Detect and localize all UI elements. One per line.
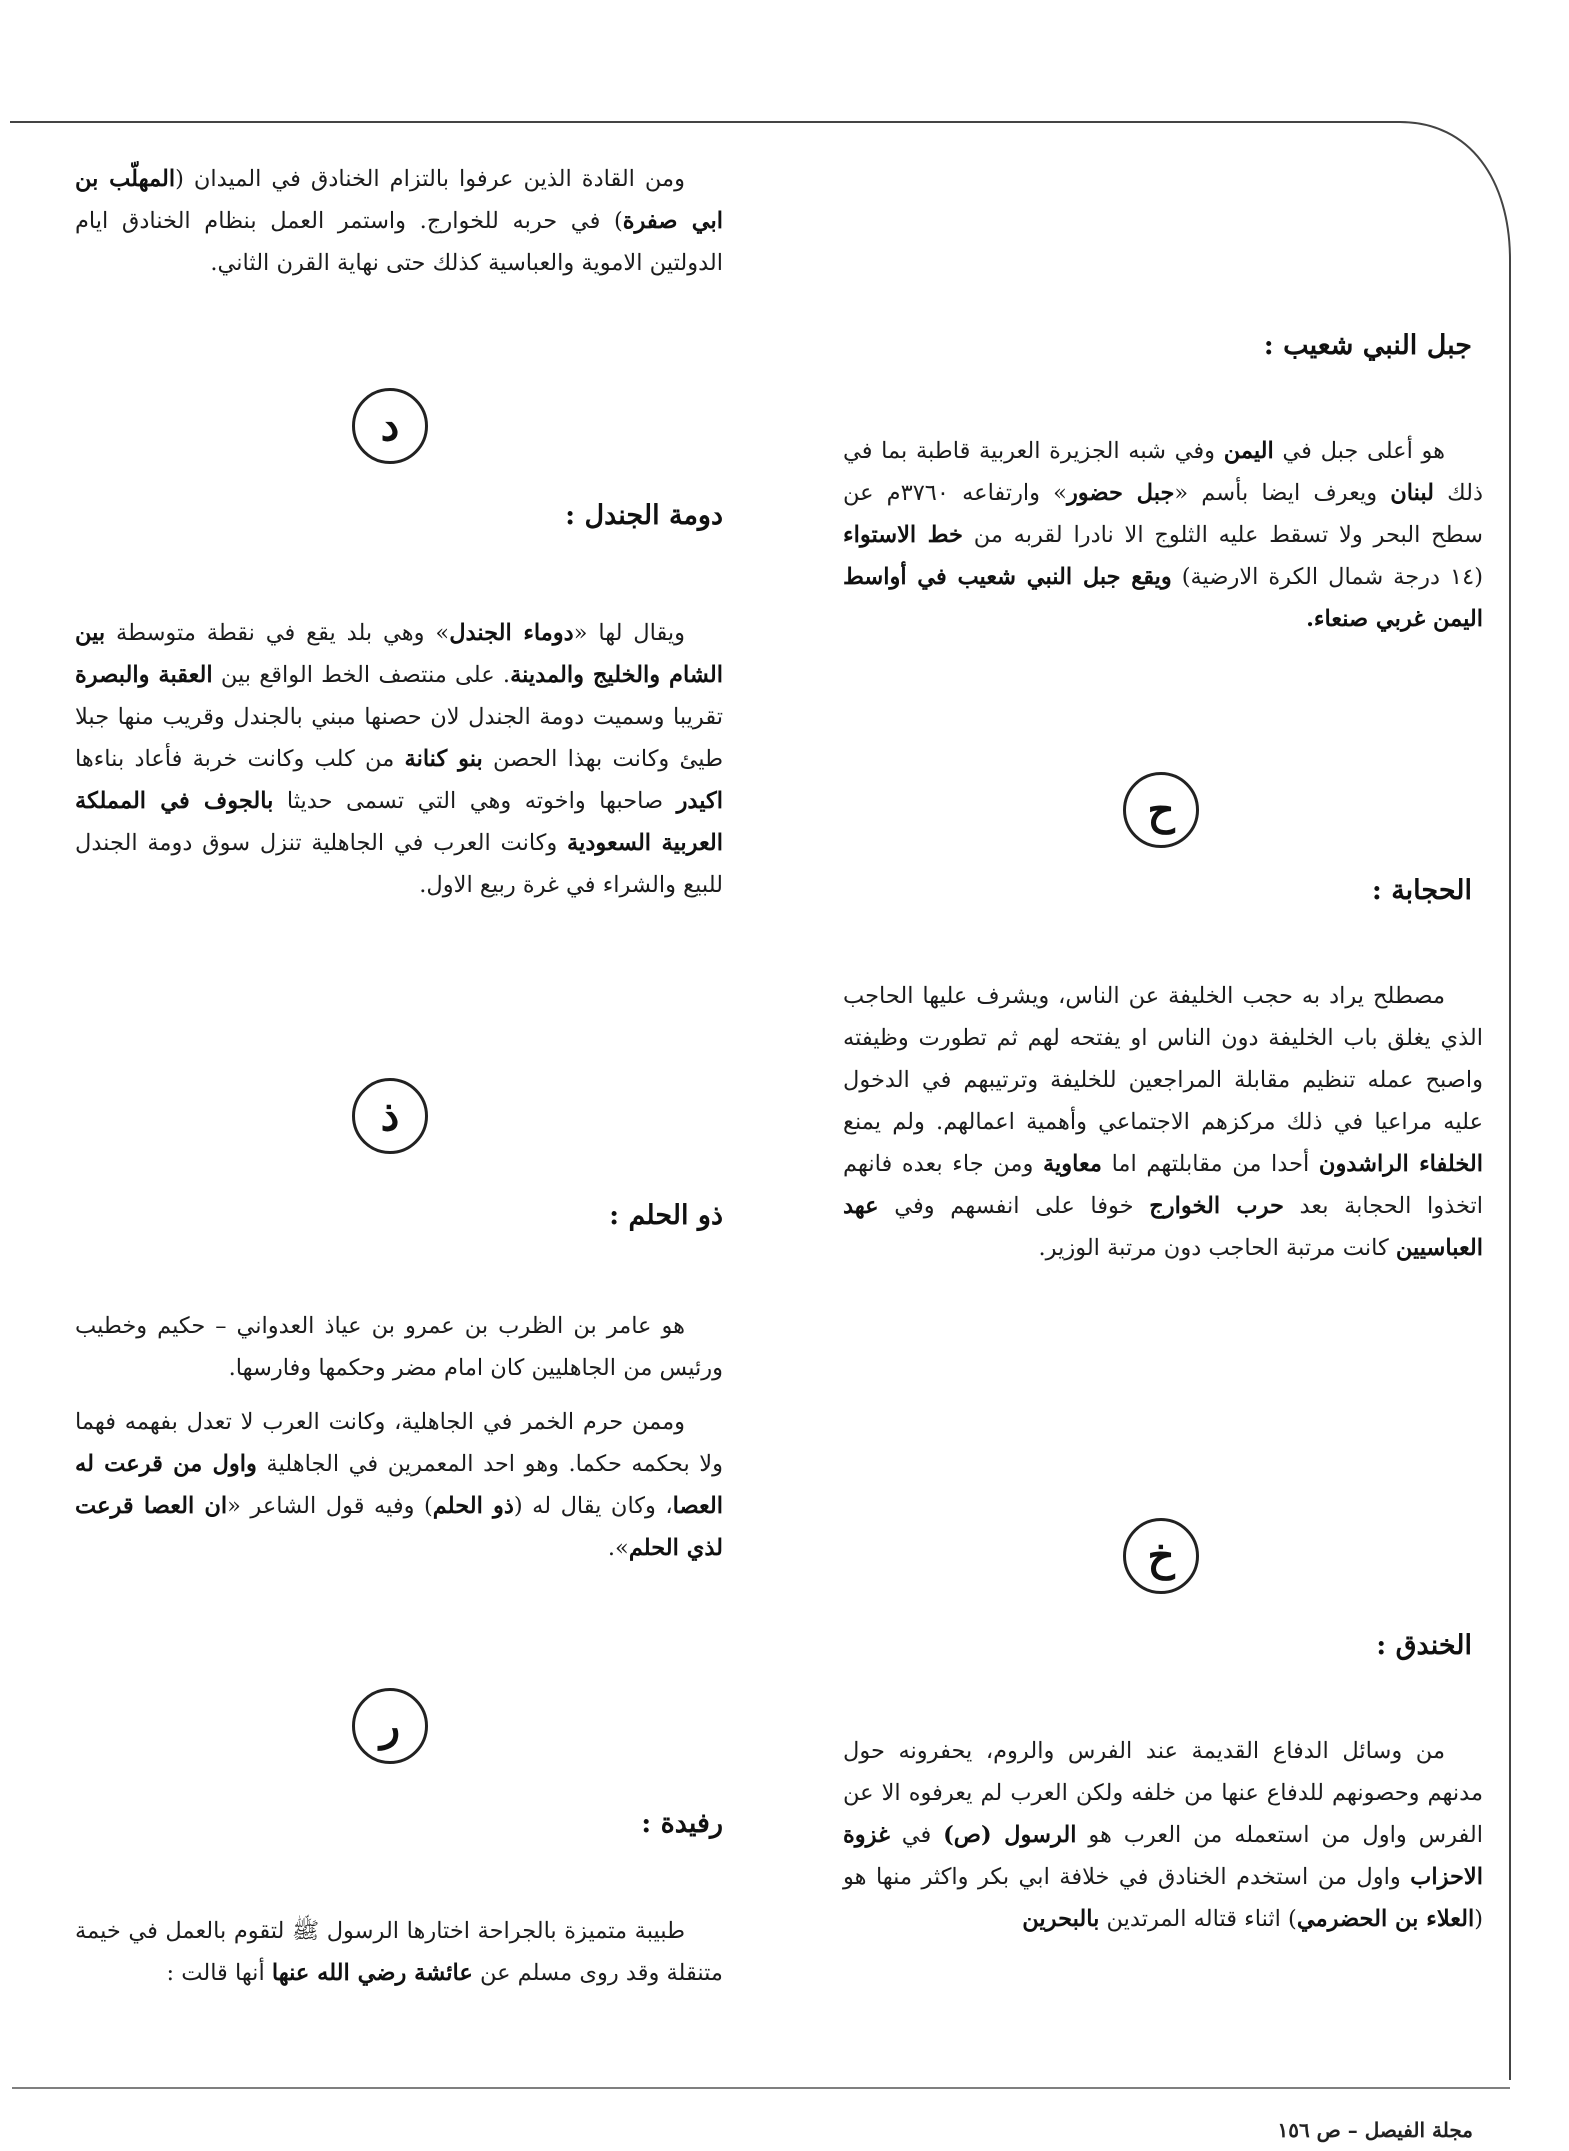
letter-text: د (380, 401, 400, 450)
paragraph-khandaq: من وسائل الدفاع القديمة عند الفرس والروم، يحفرونه حول مدنهم وحصونهم للدفاع عنها من خلفه ولكن العرب لم يعرفوه الا عن الفرس واول من استعمله من العرب هو الرسول (ص) في غزوة الاحزاب واول من استخدم الخنادق في خلافة ابي بكر واكثر منها هو (العلاء بن الحضرمي) اثناء قتاله المرتدين بالبحرين (843, 1738, 1484, 1932)
letter-text: ر (379, 1701, 401, 1750)
bold-term: معاوية (1042, 1151, 1102, 1177)
letter-text: خ (1147, 1531, 1175, 1580)
heading-khandaq: الخندق : (1376, 1630, 1472, 1661)
bold-term: ان العصا قرعت لذي الحلم (75, 1493, 723, 1561)
paragraph-hijaba: مصطلح يراد به حجب الخليفة عن الناس، ويشرف عليها الحاجب الذي يغلق باب الخليفة دون الناس او يفتحه لهم ثم تطورت وظيفته واصبح عمله تنظيم مقابلة المراجعين للخليفة وترتيبهم في الدخول عليه مراعيا في ذلك مركزهم الاجتماعي وأهمية اعمالهم. ولم يمنع الخلفاء الراشدون أحدا من مقابلتهم اما معاوية ومن جاء بعده فانهم اتخذوا الحجابة بعد حرب الخوارج خوفا على انفسهم وفي عهد العباسيين كانت مرتبة الحاجب دون مرتبة الوزير. (843, 983, 1484, 1261)
bold-term: عائشة رضي الله عنها (271, 1960, 473, 1986)
bold-term: جبل حضور (1066, 480, 1175, 506)
section-letter-kha (1123, 1518, 1199, 1594)
paragraph-generals-trenches: ومن القادة الذين عرفوا بالتزام الخنادق في الميدان (المهلّب بن ابي صفرة) في حربه للخوارج. واستمر العمل بنظام الخنادق ايام الدولتين الاموية والعباسية كذلك حتى نهاية القرن الثاني. (75, 166, 723, 276)
section-letter-dal (352, 388, 428, 464)
section-letter-ha (1123, 772, 1199, 848)
paragraph-jabal-nabi-shuayb: هو أعلى جبل في اليمن وفي شبه الجزيرة العربية قاطبة بما في ذلك لبنان ويعرف ايضا بأسم «جبل حضور» وارتفاعه ٣٧٦٠م عن سطح البحر ولا تسقط عليه الثلوج الا نادرا لقربه من خط الاستواء (١٤ درجة شمال الكرة الارضية) ويقع جبل النبي شعيب في أواسط اليمن غربي صنعاء. (843, 438, 1483, 632)
bold-term: بالبحرين (1022, 1906, 1100, 1932)
bold-term: عهد العباسيين (843, 1193, 1483, 1261)
heading-hijaba: الحجابة : (1371, 875, 1472, 906)
bold-term: المهلّب بن ابي صفرة (75, 166, 723, 234)
bold-term: بنو كنانة (404, 746, 483, 772)
bold-term: العلاء بن الحضرمي (1296, 1906, 1475, 1932)
paragraph-dumat-al-jandal: ويقال لها «دوماء الجندل» وهي بلد يقع في نقطة متوسطة بين الشام والخليج والمدينة. على منتصف الخط الواقع بين العقبة والبصرة تقريبا وسميت دومة الجندل لان حصنها مبني بالجندل وقريب منها جبلا طيئ وكانت بهذا الحصن بنو كنانة من كلب وكانت خربة فأعاد بناءها اكيدر صاحبها واخوته وهي التي تسمى حديثا بالجوف في المملكة العربية السعودية وكانت العرب في الجاهلية تنزل سوق دومة الجندل للبيع والشراء في غرة ربيع الاول. (75, 620, 724, 898)
bold-term: واول من قرعت له العصا (75, 1451, 723, 1519)
bold-term: اكيدر (676, 788, 723, 814)
letter-text: ذ (380, 1091, 400, 1140)
heading-dumat-al-jandal: دومة الجندل : (565, 500, 723, 531)
bold-term: بين الشام والخليج والمدينة (75, 620, 724, 688)
heading-rufaida: رفيدة : (641, 1808, 723, 1839)
bold-term: العقبة والبصرة (75, 662, 213, 688)
heading-dhu-al-hilm: ذو الحلم : (609, 1200, 723, 1231)
bold-term: ذو الحلم (432, 1493, 514, 1519)
heading-jabal-nabi-shuayb: جبل النبي شعيب : (1263, 330, 1472, 361)
bold-term: دوماء الجندل (449, 620, 574, 646)
page-footer: مجلة الفيصل – ص ١٥٦ (1277, 2118, 1473, 2142)
section-letter-dhal (352, 1078, 428, 1154)
section-letter-ra (352, 1688, 428, 1764)
bold-term: خط الاستواء (843, 522, 963, 548)
paragraph-dhu-al-hilm: هو عامر بن الظرب بن عمرو بن عياذ العدواني – حكيم وخطيب ورئيس من الجاهليين كان امام مضر وحكمها وفارسها. وممن حرم الخمر في الجاهلية، وكانت العرب لا تعدل بفهمه فهما ولا بحكمه حكما. وهو احد المعمرين في الجاهلية واول من قرعت له العصا، وكان يقال له (ذو الحلم) وفيه قول الشاعر «ان العصا قرعت لذي الحلم». (75, 1313, 723, 1561)
bold-term: لبنان (1390, 480, 1435, 506)
bold-term: غزوة الاحزاب (843, 1822, 1483, 1890)
bold-term: الخلفاء الراشدون (1318, 1151, 1483, 1177)
bold-term: الرسول (ص) (943, 1822, 1077, 1848)
paragraph-rufaida: طبيبة متميزة بالجراحة اختارها الرسول ﷺ لتقوم بالعمل في خيمة متنقلة وقد روى مسلم عن عائشة رضي الله عنها أنها قالت : (75, 1918, 723, 1986)
bold-term: بالجوف في المملكة العربية السعودية (75, 788, 723, 856)
letter-text: ح (1147, 785, 1175, 834)
bold-term: اليمن (1223, 438, 1274, 464)
bold-term: حرب الخوارج (1149, 1193, 1284, 1219)
bold-term: ويقع جبل النبي شعيب في أواسط اليمن غربي صنعاء. (843, 564, 1483, 632)
